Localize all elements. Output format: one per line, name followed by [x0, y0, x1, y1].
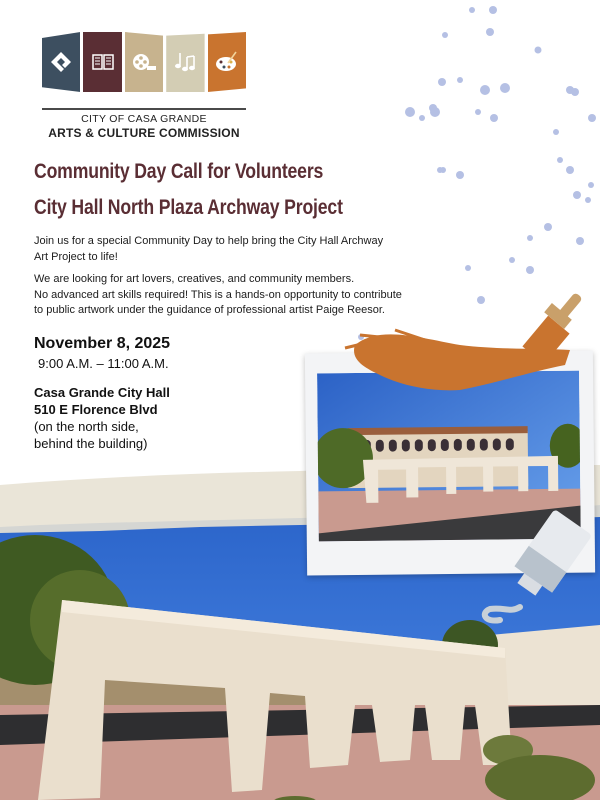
- venue-note: (on the north side,: [34, 419, 139, 434]
- paintbrush-stroke-icon: [340, 290, 590, 400]
- film-reel-icon: [125, 32, 163, 92]
- details-line: No advanced art skills required! This is a hands-on opportunity to contribute: [34, 288, 402, 301]
- event-date: November 8, 2025: [34, 335, 171, 352]
- details-line: We are looking for art lovers, creatives, and community members.: [34, 273, 355, 285]
- event-time: 9:00 A.M. – 11:00 A.M.: [38, 356, 169, 371]
- event-location: [34, 384, 170, 452]
- headline-title: Community Day Call for Volunteers: [34, 160, 324, 183]
- paint-palette-icon: [208, 32, 246, 92]
- cg-logo-icon: [42, 32, 80, 92]
- venue-address: 510 E Florence Blvd: [34, 402, 158, 417]
- intro-line: Join us for a special Community Day to help bring the City Hall Archway: [34, 235, 384, 247]
- venue-name: Casa Grande City Hall: [34, 385, 170, 400]
- logo-divider: [42, 108, 246, 110]
- intro-line: Art Project to life!: [34, 250, 118, 263]
- logo-city-name: CITY OF CASA GRANDE: [81, 113, 207, 125]
- paint-tube-icon: [460, 495, 600, 635]
- logo-commission-name: ARTS & CULTURE COMMISSION: [48, 126, 240, 140]
- book-icon: [83, 32, 121, 92]
- arts-commission-logo: [42, 32, 246, 140]
- music-notes-icon: [166, 32, 204, 92]
- details-line: to public artwork under the guidance of professional artist Paige Reesor.: [34, 304, 385, 316]
- intro-paragraph: [34, 234, 383, 265]
- headline-subtitle: City Hall North Plaza Archway Project: [34, 196, 343, 219]
- logo-panels: [42, 32, 246, 92]
- venue-note: behind the building): [34, 436, 148, 451]
